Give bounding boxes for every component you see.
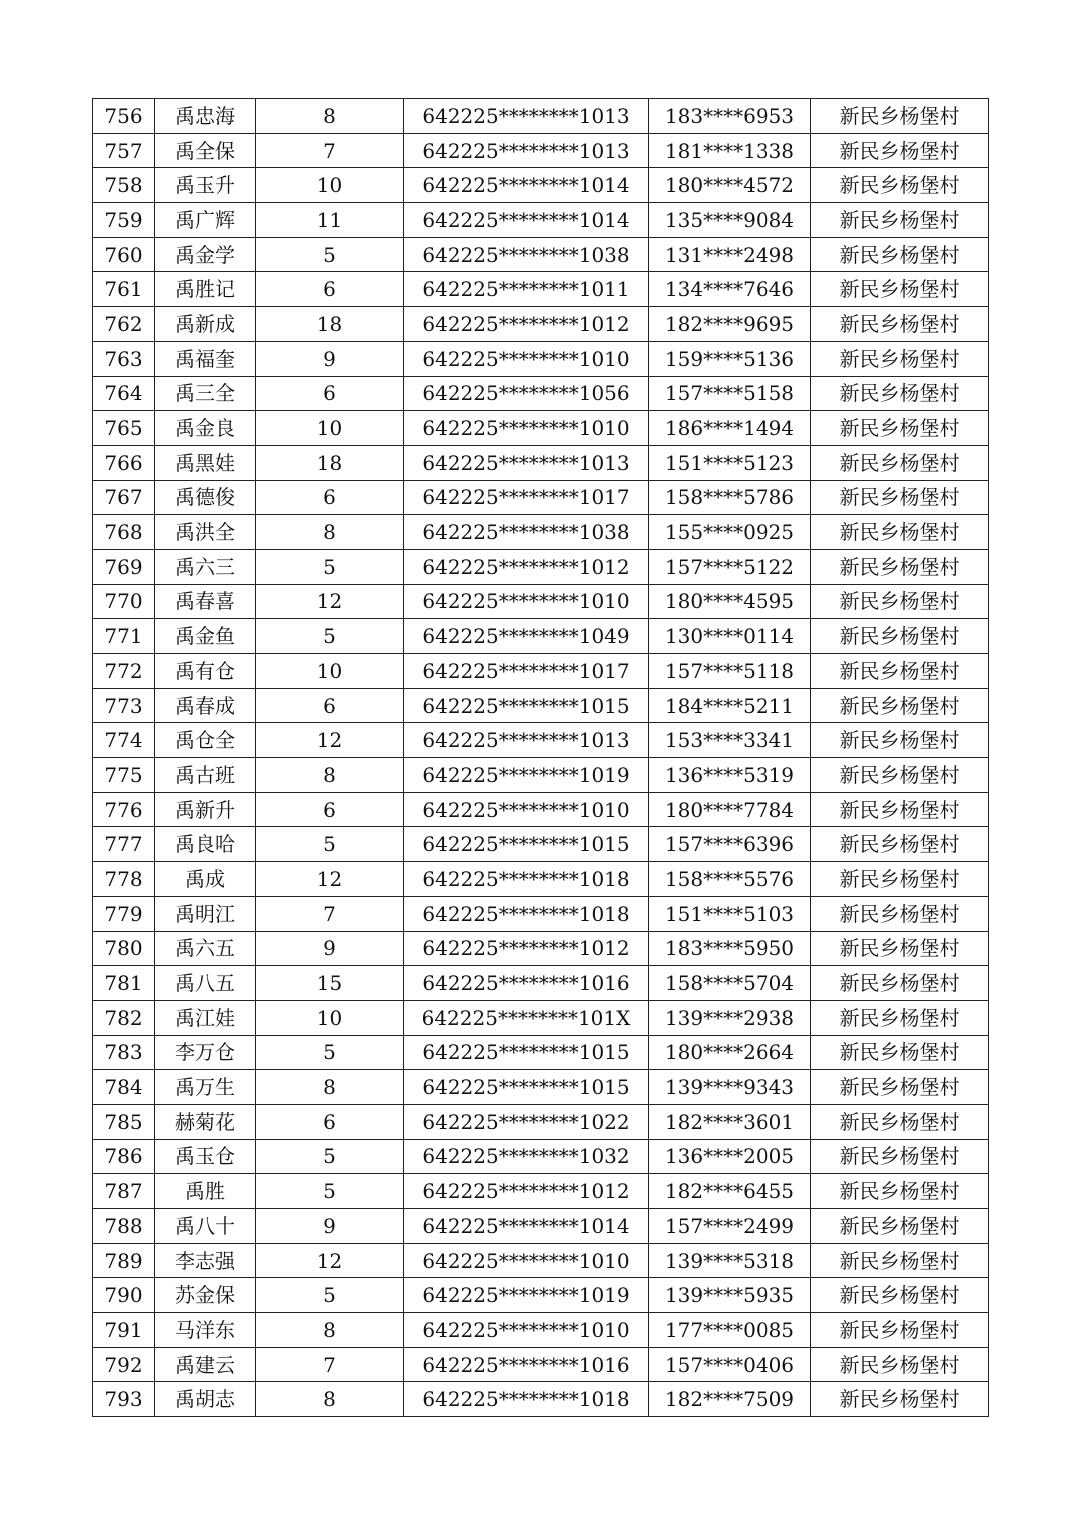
cell-name: 禹古班 (155, 758, 256, 793)
cell-village: 新民乡杨堡村 (811, 376, 989, 411)
cell-name: 禹六三 (155, 549, 256, 584)
cell-village: 新民乡杨堡村 (811, 1382, 989, 1417)
cell-name: 禹新升 (155, 792, 256, 827)
table-row (93, 1139, 989, 1174)
cell-village: 新民乡杨堡村 (811, 272, 989, 307)
cell-name: 禹全保 (155, 133, 256, 168)
table-row (93, 862, 989, 897)
cell-count: 6 (256, 480, 404, 515)
cell-village: 新民乡杨堡村 (811, 1209, 989, 1244)
cell-id-number: 642225********1010 (404, 1243, 649, 1278)
cell-id-number: 642225********1018 (404, 862, 649, 897)
cell-count: 10 (256, 654, 404, 689)
cell-phone: 157****5158 (649, 376, 811, 411)
cell-serial-number: 786 (93, 1139, 155, 1174)
cell-serial-number: 780 (93, 931, 155, 966)
cell-id-number: 642225********1022 (404, 1104, 649, 1139)
cell-village: 新民乡杨堡村 (811, 133, 989, 168)
cell-village: 新民乡杨堡村 (811, 688, 989, 723)
cell-id-number: 642225********1010 (404, 411, 649, 446)
cell-id-number: 642225********1018 (404, 1382, 649, 1417)
cell-id-number: 642225********1015 (404, 1035, 649, 1070)
cell-village: 新民乡杨堡村 (811, 1278, 989, 1313)
cell-name: 禹江娃 (155, 1000, 256, 1035)
table-row (93, 688, 989, 723)
table-row (93, 237, 989, 272)
cell-count: 6 (256, 376, 404, 411)
cell-village: 新民乡杨堡村 (811, 341, 989, 376)
table-row (93, 896, 989, 931)
table-row (93, 515, 989, 550)
cell-name: 禹金良 (155, 411, 256, 446)
cell-phone: 182****7509 (649, 1382, 811, 1417)
table-row (93, 376, 989, 411)
cell-phone: 180****2664 (649, 1035, 811, 1070)
cell-village: 新民乡杨堡村 (811, 1070, 989, 1105)
cell-phone: 158****5704 (649, 966, 811, 1001)
cell-phone: 135****9084 (649, 203, 811, 238)
cell-phone: 151****5123 (649, 445, 811, 480)
cell-village: 新民乡杨堡村 (811, 896, 989, 931)
cell-count: 8 (256, 515, 404, 550)
cell-phone: 130****0114 (649, 619, 811, 654)
cell-id-number: 642225********1013 (404, 723, 649, 758)
cell-village: 新民乡杨堡村 (811, 1035, 989, 1070)
cell-name: 李万仓 (155, 1035, 256, 1070)
table-row (93, 931, 989, 966)
cell-id-number: 642225********1013 (404, 445, 649, 480)
cell-name: 禹胜记 (155, 272, 256, 307)
cell-serial-number: 784 (93, 1070, 155, 1105)
cell-village: 新民乡杨堡村 (811, 584, 989, 619)
table-row (93, 203, 989, 238)
cell-name: 禹万生 (155, 1070, 256, 1105)
table-row (93, 1347, 989, 1382)
cell-phone: 131****2498 (649, 237, 811, 272)
cell-id-number: 642225********1016 (404, 966, 649, 1001)
cell-count: 5 (256, 237, 404, 272)
cell-count: 6 (256, 272, 404, 307)
cell-count: 6 (256, 1104, 404, 1139)
cell-count: 5 (256, 1174, 404, 1209)
cell-count: 6 (256, 792, 404, 827)
cell-serial-number: 793 (93, 1382, 155, 1417)
cell-count: 7 (256, 896, 404, 931)
cell-count: 12 (256, 584, 404, 619)
cell-phone: 157****0406 (649, 1347, 811, 1382)
cell-phone: 182****6455 (649, 1174, 811, 1209)
cell-phone: 158****5576 (649, 862, 811, 897)
cell-id-number: 642225********1032 (404, 1139, 649, 1174)
cell-id-number: 642225********1011 (404, 272, 649, 307)
table-row (93, 272, 989, 307)
table-row (93, 99, 989, 134)
cell-id-number: 642225********1019 (404, 758, 649, 793)
cell-village: 新民乡杨堡村 (811, 931, 989, 966)
cell-count: 10 (256, 1000, 404, 1035)
records-table (92, 98, 989, 1417)
cell-serial-number: 771 (93, 619, 155, 654)
cell-village: 新民乡杨堡村 (811, 168, 989, 203)
cell-count: 9 (256, 341, 404, 376)
cell-name: 禹新成 (155, 307, 256, 342)
cell-serial-number: 773 (93, 688, 155, 723)
cell-serial-number: 756 (93, 99, 155, 134)
cell-count: 12 (256, 723, 404, 758)
cell-name: 马洋东 (155, 1313, 256, 1348)
cell-id-number: 642225********1049 (404, 619, 649, 654)
table-row (93, 1209, 989, 1244)
cell-name: 禹三全 (155, 376, 256, 411)
cell-name: 禹六五 (155, 931, 256, 966)
cell-id-number: 642225********1038 (404, 237, 649, 272)
cell-count: 10 (256, 411, 404, 446)
cell-serial-number: 779 (93, 896, 155, 931)
cell-id-number: 642225********1010 (404, 792, 649, 827)
cell-id-number: 642225********1018 (404, 896, 649, 931)
cell-phone: 158****5786 (649, 480, 811, 515)
cell-id-number: 642225********1012 (404, 307, 649, 342)
table-row (93, 792, 989, 827)
cell-phone: 177****0085 (649, 1313, 811, 1348)
cell-serial-number: 757 (93, 133, 155, 168)
cell-count: 5 (256, 1139, 404, 1174)
cell-village: 新民乡杨堡村 (811, 445, 989, 480)
cell-id-number: 642225********101X (404, 1000, 649, 1035)
cell-count: 9 (256, 1209, 404, 1244)
cell-id-number: 642225********1013 (404, 99, 649, 134)
cell-id-number: 642225********1017 (404, 654, 649, 689)
cell-serial-number: 767 (93, 480, 155, 515)
cell-village: 新民乡杨堡村 (811, 307, 989, 342)
cell-village: 新民乡杨堡村 (811, 1000, 989, 1035)
cell-count: 8 (256, 758, 404, 793)
cell-village: 新民乡杨堡村 (811, 619, 989, 654)
cell-village: 新民乡杨堡村 (811, 1174, 989, 1209)
table-row (93, 1104, 989, 1139)
cell-id-number: 642225********1010 (404, 584, 649, 619)
cell-phone: 183****5950 (649, 931, 811, 966)
cell-village: 新民乡杨堡村 (811, 862, 989, 897)
table-row (93, 341, 989, 376)
cell-count: 7 (256, 1347, 404, 1382)
table-row (93, 758, 989, 793)
cell-id-number: 642225********1038 (404, 515, 649, 550)
cell-village: 新民乡杨堡村 (811, 792, 989, 827)
cell-serial-number: 760 (93, 237, 155, 272)
cell-phone: 139****9343 (649, 1070, 811, 1105)
cell-phone: 159****5136 (649, 341, 811, 376)
cell-serial-number: 783 (93, 1035, 155, 1070)
table-row (93, 584, 989, 619)
table-row (93, 1035, 989, 1070)
cell-count: 9 (256, 931, 404, 966)
cell-village: 新民乡杨堡村 (811, 1139, 989, 1174)
cell-name: 禹成 (155, 862, 256, 897)
cell-phone: 157****6396 (649, 827, 811, 862)
cell-serial-number: 764 (93, 376, 155, 411)
cell-serial-number: 778 (93, 862, 155, 897)
table-row (93, 966, 989, 1001)
cell-count: 11 (256, 203, 404, 238)
cell-name: 禹春喜 (155, 584, 256, 619)
cell-phone: 136****5319 (649, 758, 811, 793)
cell-name: 禹春成 (155, 688, 256, 723)
cell-phone: 157****2499 (649, 1209, 811, 1244)
cell-id-number: 642225********1012 (404, 1174, 649, 1209)
cell-serial-number: 768 (93, 515, 155, 550)
cell-name: 苏金保 (155, 1278, 256, 1313)
cell-village: 新民乡杨堡村 (811, 827, 989, 862)
cell-village: 新民乡杨堡村 (811, 237, 989, 272)
cell-village: 新民乡杨堡村 (811, 1104, 989, 1139)
cell-serial-number: 769 (93, 549, 155, 584)
cell-serial-number: 759 (93, 203, 155, 238)
cell-count: 15 (256, 966, 404, 1001)
table-row (93, 1174, 989, 1209)
cell-serial-number: 766 (93, 445, 155, 480)
cell-serial-number: 785 (93, 1104, 155, 1139)
cell-serial-number: 762 (93, 307, 155, 342)
cell-id-number: 642225********1012 (404, 549, 649, 584)
cell-count: 5 (256, 549, 404, 584)
table-row (93, 549, 989, 584)
cell-name: 禹金学 (155, 237, 256, 272)
cell-count: 10 (256, 168, 404, 203)
cell-id-number: 642225********1014 (404, 168, 649, 203)
cell-name: 禹胜 (155, 1174, 256, 1209)
cell-name: 禹玉仓 (155, 1139, 256, 1174)
cell-name: 禹仓全 (155, 723, 256, 758)
cell-count: 5 (256, 827, 404, 862)
cell-phone: 157****5118 (649, 654, 811, 689)
cell-village: 新民乡杨堡村 (811, 1347, 989, 1382)
table-row (93, 1313, 989, 1348)
table-row (93, 1382, 989, 1417)
cell-village: 新民乡杨堡村 (811, 203, 989, 238)
table-row (93, 827, 989, 862)
cell-village: 新民乡杨堡村 (811, 549, 989, 584)
cell-phone: 180****4572 (649, 168, 811, 203)
cell-name: 禹玉升 (155, 168, 256, 203)
cell-name: 禹黑娃 (155, 445, 256, 480)
cell-count: 8 (256, 1382, 404, 1417)
records-table-body (93, 99, 989, 1417)
cell-id-number: 642225********1010 (404, 341, 649, 376)
cell-id-number: 642225********1015 (404, 827, 649, 862)
cell-count: 5 (256, 1035, 404, 1070)
cell-phone: 153****3341 (649, 723, 811, 758)
cell-village: 新民乡杨堡村 (811, 1243, 989, 1278)
cell-phone: 182****9695 (649, 307, 811, 342)
cell-id-number: 642225********1010 (404, 1313, 649, 1348)
cell-phone: 186****1494 (649, 411, 811, 446)
table-row (93, 411, 989, 446)
cell-name: 禹洪全 (155, 515, 256, 550)
cell-phone: 139****5935 (649, 1278, 811, 1313)
cell-phone: 183****6953 (649, 99, 811, 134)
cell-village: 新民乡杨堡村 (811, 480, 989, 515)
cell-village: 新民乡杨堡村 (811, 99, 989, 134)
cell-name: 禹建云 (155, 1347, 256, 1382)
table-row (93, 654, 989, 689)
table-row (93, 307, 989, 342)
cell-name: 禹广辉 (155, 203, 256, 238)
cell-serial-number: 790 (93, 1278, 155, 1313)
cell-serial-number: 763 (93, 341, 155, 376)
cell-phone: 139****5318 (649, 1243, 811, 1278)
cell-id-number: 642225********1015 (404, 1070, 649, 1105)
cell-phone: 181****1338 (649, 133, 811, 168)
cell-name: 李志强 (155, 1243, 256, 1278)
table-row (93, 1000, 989, 1035)
cell-serial-number: 761 (93, 272, 155, 307)
cell-village: 新民乡杨堡村 (811, 1313, 989, 1348)
cell-count: 5 (256, 619, 404, 654)
cell-id-number: 642225********1019 (404, 1278, 649, 1313)
cell-serial-number: 787 (93, 1174, 155, 1209)
cell-id-number: 642225********1014 (404, 203, 649, 238)
cell-name: 禹德俊 (155, 480, 256, 515)
cell-phone: 136****2005 (649, 1139, 811, 1174)
cell-count: 12 (256, 862, 404, 897)
cell-phone: 155****0925 (649, 515, 811, 550)
cell-name: 禹有仓 (155, 654, 256, 689)
cell-village: 新民乡杨堡村 (811, 758, 989, 793)
cell-id-number: 642225********1056 (404, 376, 649, 411)
cell-serial-number: 788 (93, 1209, 155, 1244)
cell-count: 8 (256, 99, 404, 134)
cell-name: 禹明江 (155, 896, 256, 931)
cell-serial-number: 782 (93, 1000, 155, 1035)
cell-id-number: 642225********1013 (404, 133, 649, 168)
cell-count: 8 (256, 1070, 404, 1105)
cell-name: 禹胡志 (155, 1382, 256, 1417)
cell-name: 赫菊花 (155, 1104, 256, 1139)
cell-serial-number: 776 (93, 792, 155, 827)
cell-phone: 157****5122 (649, 549, 811, 584)
cell-name: 禹福奎 (155, 341, 256, 376)
table-row (93, 619, 989, 654)
cell-village: 新民乡杨堡村 (811, 654, 989, 689)
cell-name: 禹八十 (155, 1209, 256, 1244)
table-row (93, 445, 989, 480)
cell-serial-number: 789 (93, 1243, 155, 1278)
cell-phone: 180****7784 (649, 792, 811, 827)
table-row (93, 133, 989, 168)
cell-name: 禹忠海 (155, 99, 256, 134)
table-row (93, 1070, 989, 1105)
cell-name: 禹八五 (155, 966, 256, 1001)
cell-village: 新民乡杨堡村 (811, 515, 989, 550)
cell-id-number: 642225********1014 (404, 1209, 649, 1244)
cell-id-number: 642225********1012 (404, 931, 649, 966)
cell-count: 8 (256, 1313, 404, 1348)
cell-phone: 180****4595 (649, 584, 811, 619)
cell-count: 6 (256, 688, 404, 723)
table-row (93, 1278, 989, 1313)
cell-serial-number: 774 (93, 723, 155, 758)
cell-id-number: 642225********1017 (404, 480, 649, 515)
cell-serial-number: 791 (93, 1313, 155, 1348)
cell-count: 5 (256, 1278, 404, 1313)
table-row (93, 723, 989, 758)
cell-count: 18 (256, 445, 404, 480)
cell-serial-number: 770 (93, 584, 155, 619)
cell-count: 18 (256, 307, 404, 342)
cell-count: 7 (256, 133, 404, 168)
cell-name: 禹金鱼 (155, 619, 256, 654)
cell-name: 禹良哈 (155, 827, 256, 862)
cell-id-number: 642225********1015 (404, 688, 649, 723)
table-row (93, 1243, 989, 1278)
cell-phone: 182****3601 (649, 1104, 811, 1139)
cell-phone: 139****2938 (649, 1000, 811, 1035)
table-row (93, 480, 989, 515)
table-row (93, 168, 989, 203)
cell-serial-number: 777 (93, 827, 155, 862)
cell-serial-number: 775 (93, 758, 155, 793)
cell-village: 新民乡杨堡村 (811, 411, 989, 446)
cell-serial-number: 765 (93, 411, 155, 446)
cell-count: 12 (256, 1243, 404, 1278)
cell-phone: 134****7646 (649, 272, 811, 307)
cell-id-number: 642225********1016 (404, 1347, 649, 1382)
cell-village: 新民乡杨堡村 (811, 966, 989, 1001)
cell-serial-number: 792 (93, 1347, 155, 1382)
cell-serial-number: 781 (93, 966, 155, 1001)
cell-serial-number: 772 (93, 654, 155, 689)
cell-serial-number: 758 (93, 168, 155, 203)
cell-village: 新民乡杨堡村 (811, 723, 989, 758)
cell-phone: 184****5211 (649, 688, 811, 723)
cell-phone: 151****5103 (649, 896, 811, 931)
